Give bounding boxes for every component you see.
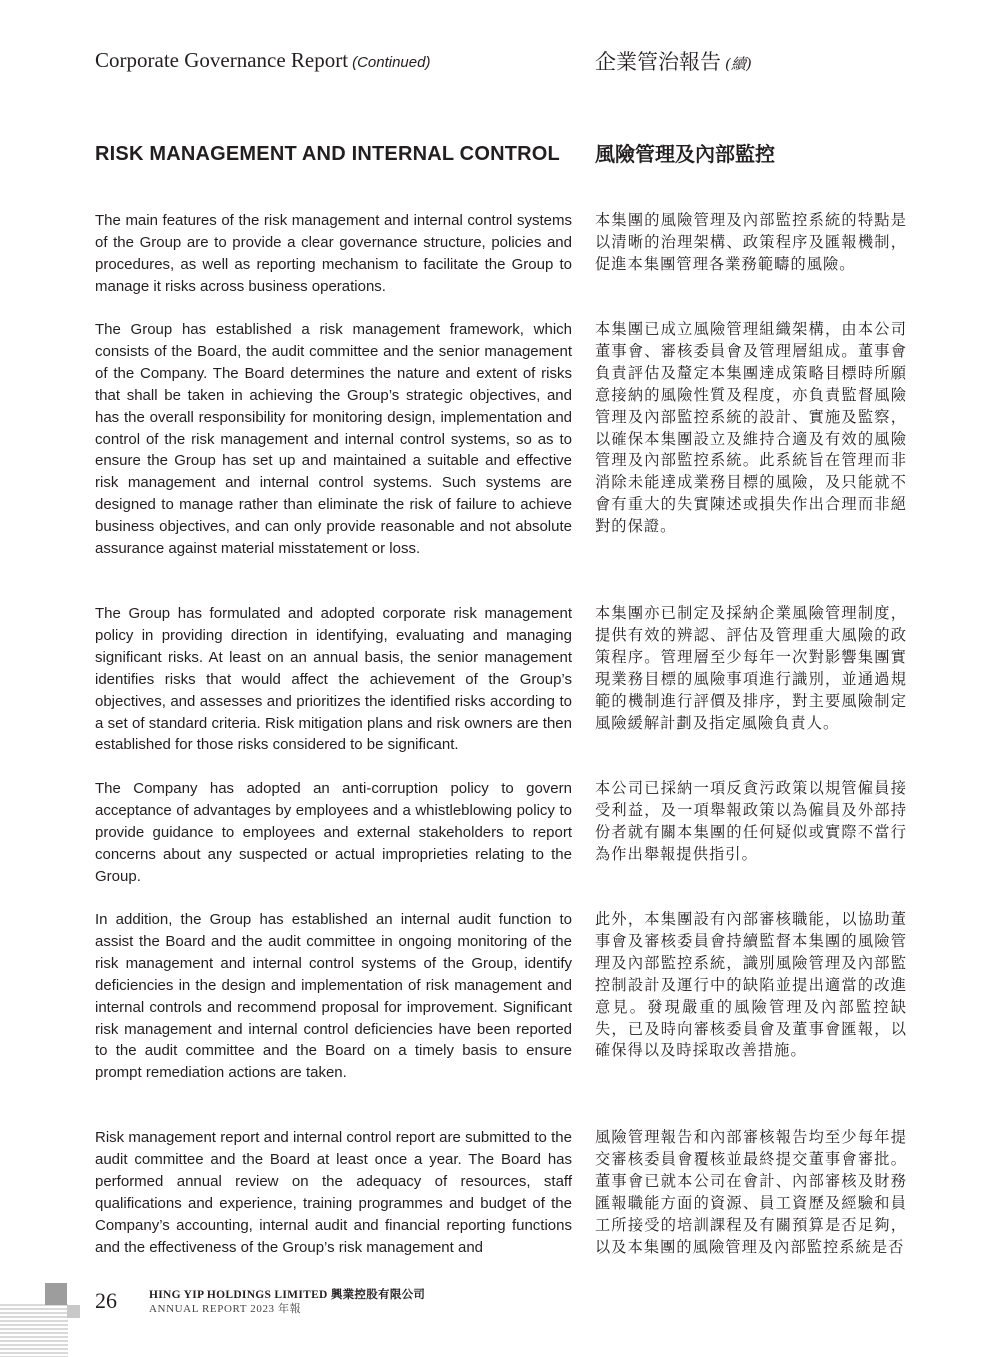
footer-stripes-decoration — [0, 1304, 68, 1357]
header-title-en: Corporate Governance Report — [95, 48, 349, 72]
section-title-en: RISK MANAGEMENT AND INTERNAL CONTROL — [95, 143, 560, 165]
paragraph-en-4: The Company has adopted an anti-corruption policy to govern acceptance of advantages by employees and a whistleblowing policy to provide guidance to employees and external stakeholders to report concerns about any suspected or actual improprieties relating to the Group. — [95, 780, 572, 885]
paragraph-en-6: Risk management report and internal control report are submitted to the audit committee and the Board at least once a year. The Board has performed annual review on the adequacy of resources, staff qualifications and experience, training programmes and budget of the Company’s accounting, internal audit and financial reporting functions and the effectiveness of the Group’s risk management and — [95, 1129, 572, 1256]
paragraph-zh-5: 此外，本集團設有內部審核職能，以協助董事會及審核委員會持續監督本集團的風險管理及內部監控系統，識別風險管理及內部監控制設計及運行中的缺陷並提出適當的改進意見。發現嚴重的風險管理及內部監控缺失，已及時向審核委員會及董事會匯報，以確保得以及時採取改善措施。 — [595, 910, 907, 1060]
paragraph-zh-2: 本集團已成立風險管理組織架構，由本公司董事會、審核委員會及管理層組成。董事會負責評估及釐定本集團達成策略目標時所願意接納的風險性質及程度，亦負責監督風險管理及內部監控系統的設計、實施及監察，以確保本集團設立及維持合適及有效的風險管理及內部監控系統。此系統旨在管理而非消除未能達成業務目標的風險，及只能就不會有重大的失實陳述或損失作出合理而非絕對的保證。 — [595, 320, 907, 536]
paragraph-en-5: In addition, the Group has established an internal audit function to assist the Board and the audit committee in ongoing monitoring of the risk management and internal control systems of the Group, identify deficiencies in the design and implementation of risk management and internal controls and recommend proposal for improvement. Significant risk management and internal control deficiencies have been reported to the audit committee and the Board on a timely basis to ensure prompt remediation actions are taken. — [95, 911, 572, 1082]
header-title-zh: 企業管治報告 — [595, 50, 721, 74]
running-header-en — [95, 48, 430, 73]
footer-square-dark-decoration — [45, 1283, 67, 1305]
footer-square-light-decoration — [67, 1305, 80, 1318]
paragraph-zh-3: 本集團亦已制定及採納企業風險管理制度，提供有效的辨認、評估及管理重大風險的政策程序。管理層至少每年一次對影響集團實現業務目標的風險事項進行識別，並通過規範的機制進行評價及排序，對主要風險制定風險緩解計劃及指定風險負責人。 — [595, 604, 907, 732]
header-continued-en: (Continued) — [352, 54, 431, 71]
paragraph-en-1: The main features of the risk management and internal control systems of the Group are to provide a clear governance structure, policies and procedures, as well as reporting mechanism to facilitate the Group to manage it risks across business operations. — [95, 212, 572, 295]
report-name: ANNUAL REPORT 2023 年報 — [149, 1303, 302, 1315]
paragraph-zh-4: 本公司已採納一項反貪污政策以規管僱員接受利益，及一項舉報政策以為僱員及外部持份者就有關本集團的任何疑似或實際不當行為作出舉報提供指引。 — [595, 779, 907, 863]
section-title-zh: 風險管理及內部監控 — [595, 142, 775, 166]
paragraph-zh-1: 本集團的風險管理及內部監控系統的特點是以清晰的治理架構、政策程序及匯報機制，促進本集團管理各業務範疇的風險。 — [595, 211, 907, 273]
paragraph-zh-6: 風險管理報告和內部審核報告均至少每年提交審核委員會覆核並最終提交董事會審批。董事會已就本公司在會計、內部審核及財務匯報職能方面的資源、員工資歷及經驗和員工所接受的培訓課程及有關預算是否足夠，以及本集團的風險管理及內部監控系統是否 — [595, 1128, 907, 1256]
paragraph-en-2: The Group has established a risk management framework, which consists of the Board, the audit committee and the senior management of the Company. The Board determines the nature and extent of risks that shall be taken in achieving the Group’s strategic objectives, and has the overall responsibility for monitoring design, implementation and control of the risk management and internal control systems, so as to ensure the Group has set up and maintained a suitable and effective risk management and internal control systems. Such systems are designed to manage rather than eliminate the risk of failure to achieve business objectives, and can only provide reasonable and not absolute assurance against material misstatement or loss. — [95, 321, 572, 558]
page-footer — [0, 1280, 1000, 1357]
running-header-zh — [595, 46, 752, 76]
header-continued-zh: (續) — [725, 55, 752, 73]
company-name: HING YIP HOLDINGS LIMITED 興業控股有限公司 — [149, 1289, 426, 1301]
paragraph-en-3: The Group has formulated and adopted corporate risk management policy in providing direction in identifying, evaluating and managing significant risks. At least on an annual basis, the senior management identifies risks that would affect the achievement of the Group’s objectives, and assesses and prioritizes the identified risks according to a set of standard criteria. Risk mitigation plans and risk owners are then established for those risks considered to be significant. — [95, 605, 572, 754]
page-number: 26 — [95, 1288, 117, 1313]
